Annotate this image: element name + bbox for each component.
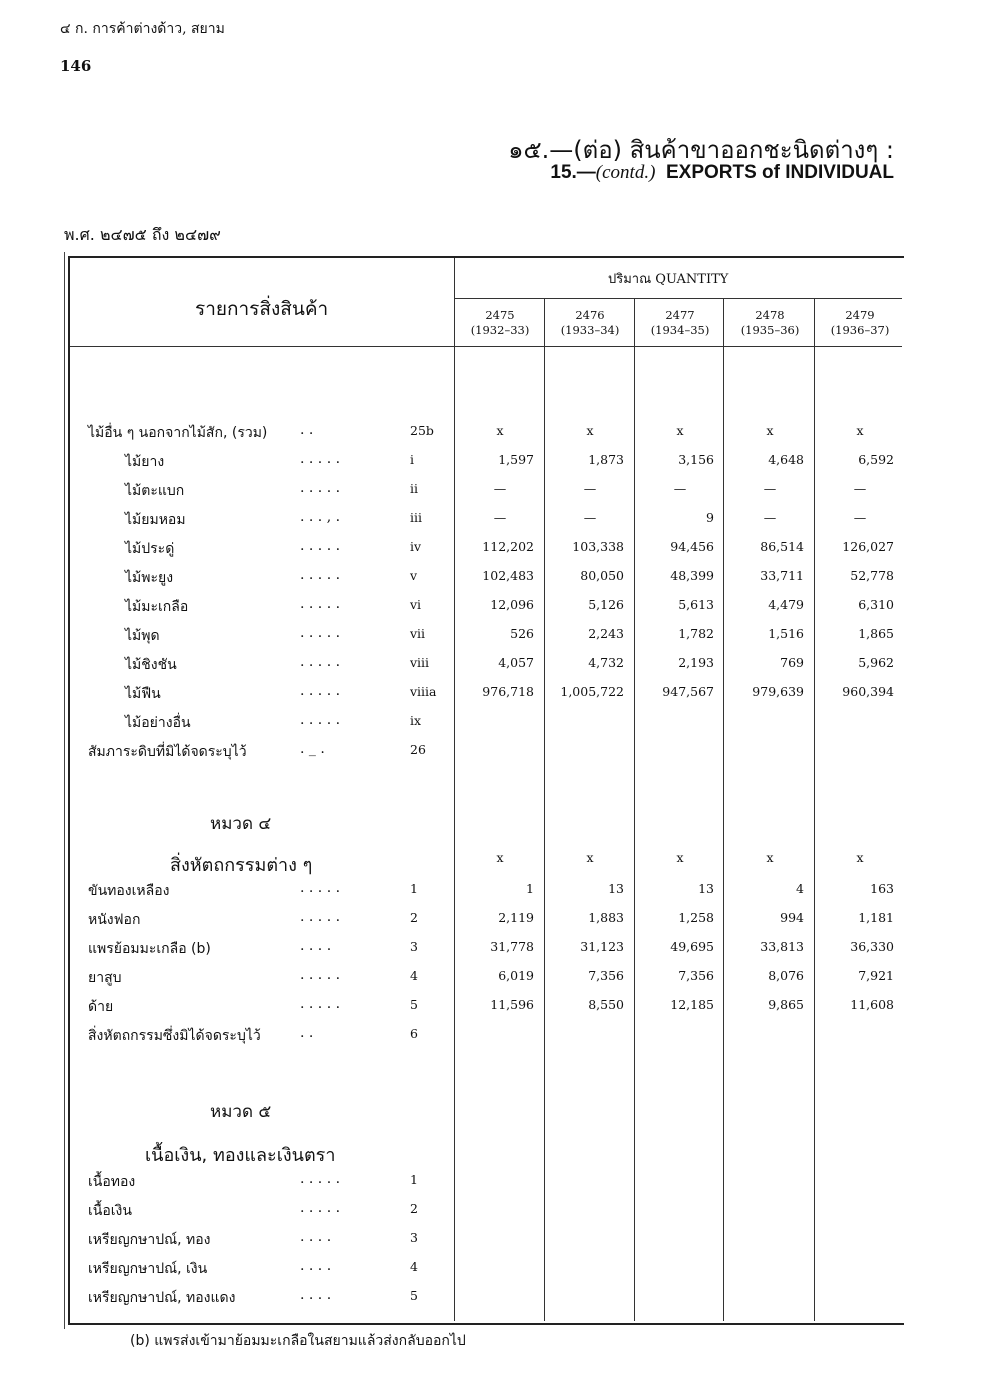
cell-value: 33,813	[760, 939, 804, 954]
row-label: ยาสูบ	[88, 970, 122, 986]
title-english	[550, 162, 894, 184]
leader-dots: . . . . .	[300, 567, 341, 583]
cell-value: 947,567	[662, 684, 714, 699]
leader-dots: . . . . .	[300, 596, 341, 612]
section5-title: หมวด ๕	[210, 1102, 272, 1122]
row-code: 3	[410, 1230, 418, 1245]
cell-value: 979,639	[752, 684, 804, 699]
row-code: 6	[410, 1026, 418, 1041]
cell-value: 4,057	[498, 655, 534, 670]
cell-value: 1,873	[588, 452, 624, 467]
cell-value: —	[853, 481, 867, 496]
cell-value: —	[493, 481, 507, 496]
cell-value: —	[583, 510, 597, 525]
leader-dots: . _ .	[300, 741, 325, 757]
row-label: ไม้อื่น ๆ นอกจากไม้สัก, (รวม)	[88, 425, 268, 441]
cell-value: 126,027	[842, 539, 894, 554]
section4-x: x	[586, 850, 594, 865]
cell-value: 1,005,722	[560, 684, 624, 699]
year-ad-range: (1932–33)	[470, 323, 530, 337]
cell-value: —	[763, 481, 777, 496]
leader-dots: . . . . .	[300, 712, 341, 728]
row-label: ไม้พะยูง	[125, 570, 174, 586]
divider-year-header	[454, 346, 902, 347]
leader-dots: . . . . .	[300, 625, 341, 641]
cell-value: 1	[526, 881, 534, 896]
footnote: (b) แพรส่งเข้ามาย้อมมะเกลือในสยามแล้วส่งกลับออกไป	[130, 1333, 466, 1349]
cell-value: 31,778	[490, 939, 534, 954]
quantity-header: ปริมาณ QUANTITY	[608, 272, 729, 287]
cell-value: 13	[608, 881, 624, 896]
row-code: 4	[410, 968, 418, 983]
leader-dots: . . . .	[300, 1287, 332, 1303]
divider-qty-header	[454, 298, 902, 299]
row-label: หนังฟอก	[88, 912, 141, 928]
cell-value: 11,596	[490, 997, 534, 1012]
cell-value: 960,394	[842, 684, 894, 699]
cell-value: 994	[780, 910, 804, 925]
cell-value: —	[853, 510, 867, 525]
row-code: i	[410, 452, 414, 467]
year-header-2	[637, 308, 723, 338]
cell-value: 1,865	[858, 626, 894, 641]
row-code: ii	[410, 481, 418, 496]
cell-value: 6,019	[498, 968, 534, 983]
row-code: 5	[410, 1288, 418, 1303]
cell-value: 12,185	[670, 997, 714, 1012]
row-label: เหรียญกษาปณ์, ทอง	[88, 1232, 211, 1248]
row-code: 1	[410, 881, 418, 896]
leader-dots: . . . .	[300, 938, 332, 954]
cell-value: 7,921	[858, 968, 894, 983]
row-code: 25b	[410, 423, 434, 438]
row-label: สัมภาระดิบที่มิได้จดระบุไว้	[88, 744, 247, 760]
cell-value: 112,202	[482, 539, 534, 554]
cell-value: 11,608	[850, 997, 894, 1012]
cell-value: 163	[870, 881, 894, 896]
cell-value: 4,732	[588, 655, 624, 670]
cell-value: 976,718	[482, 684, 534, 699]
row-code: 3	[410, 939, 418, 954]
cell-value: 86,514	[760, 539, 804, 554]
row-code: viii	[410, 655, 430, 670]
year-ad-range: (1934–35)	[650, 323, 710, 337]
cell-value: 49,695	[670, 939, 714, 954]
row-code: vi	[410, 597, 422, 612]
year-header-4	[817, 308, 903, 338]
cell-value: 33,711	[760, 568, 804, 583]
leader-dots: . .	[300, 422, 314, 438]
cell-value: 80,050	[580, 568, 624, 583]
year-be: 2475	[485, 308, 515, 322]
row-label: สิ่งหัตถกรรมซึ่งมิได้จดระบุไว้	[88, 1028, 261, 1044]
cell-value: 2,243	[588, 626, 624, 641]
row-code: 4	[410, 1259, 418, 1274]
cell-value: 4,479	[768, 597, 804, 612]
cell-value: x	[676, 423, 684, 438]
row-code: vii	[410, 626, 426, 641]
cell-value: 526	[510, 626, 534, 641]
divider-desc	[454, 258, 455, 1321]
row-label: เนื้อทอง	[88, 1174, 136, 1190]
row-label: เหรียญกษาปณ์, ทองแดง	[88, 1290, 236, 1306]
row-code: viiia	[410, 684, 437, 699]
cell-value: 31,123	[580, 939, 624, 954]
year-header-3	[727, 308, 813, 338]
year-ad-range: (1935–36)	[740, 323, 800, 337]
cell-value: —	[493, 510, 507, 525]
row-code: 2	[410, 910, 418, 925]
description-header: รายการสิ่งสินค้า	[195, 298, 329, 320]
leader-dots: . . . . .	[300, 880, 341, 896]
period-label: พ.ศ. ๒๔๗๕ ถึง ๒๔๗๙	[64, 225, 221, 244]
row-code: iv	[410, 539, 422, 554]
cell-value: x	[766, 423, 774, 438]
year-ad-range: (1933–34)	[560, 323, 620, 337]
row-label: ไม้ตะแบก	[125, 483, 185, 499]
section4-x: x	[766, 850, 774, 865]
cell-value: 48,399	[670, 568, 714, 583]
year-header-1	[547, 308, 633, 338]
cell-value: 2,193	[678, 655, 714, 670]
title-en-rest: EXPORTS of INDIVIDUAL	[665, 162, 894, 183]
leader-dots: . .	[300, 1025, 314, 1041]
cell-value: 5,613	[678, 597, 714, 612]
row-code: 1	[410, 1172, 418, 1187]
page-number: 146	[60, 57, 92, 75]
row-label: ไม้ประดู่	[125, 541, 175, 557]
cell-value: 769	[780, 655, 804, 670]
cell-value: 2,119	[498, 910, 534, 925]
leader-dots: . . . . .	[300, 1200, 341, 1216]
row-code: 5	[410, 997, 418, 1012]
running-header: ๔ ก. การค้าต่างด้าว, สยาม	[60, 21, 225, 37]
cell-value: x	[856, 423, 864, 438]
cell-value: 8,550	[588, 997, 624, 1012]
section5-subtitle: เนื้อเงิน, ทองและเงินตรา	[145, 1145, 336, 1166]
leader-dots: . . . . .	[300, 451, 341, 467]
section4-x: x	[676, 850, 684, 865]
row-label: ด้าย	[88, 999, 114, 1015]
leader-dots: . . . . .	[300, 1171, 341, 1187]
cell-value: 94,456	[670, 539, 714, 554]
cell-value: 4,648	[768, 452, 804, 467]
cell-value: 8,076	[768, 968, 804, 983]
row-label: ไม้ฟืน	[125, 686, 161, 702]
cell-value: 9,865	[768, 997, 804, 1012]
title-en-num: 15.—	[550, 162, 596, 183]
year-header-0	[457, 308, 543, 338]
leader-dots: . . . . .	[300, 996, 341, 1012]
cell-value: 6,592	[858, 452, 894, 467]
cell-value: —	[673, 481, 687, 496]
cell-value: 102,483	[482, 568, 534, 583]
cell-value: 1,516	[768, 626, 804, 641]
leader-dots: . . . . .	[300, 480, 341, 496]
cell-value: x	[586, 423, 594, 438]
leader-dots: . . . .	[300, 1229, 332, 1245]
year-be: 2478	[755, 308, 785, 322]
divider-desc-header	[70, 346, 454, 347]
leader-dots: . . . , .	[300, 509, 341, 525]
section4-title: หมวด ๔	[210, 814, 272, 834]
cell-value: —	[583, 481, 597, 496]
row-label: เนื้อเงิน	[88, 1203, 132, 1219]
cell-value: 1,597	[498, 452, 534, 467]
cell-value: 3,156	[678, 452, 714, 467]
year-be: 2476	[575, 308, 605, 322]
cell-value: 13	[698, 881, 714, 896]
section4-x: x	[856, 850, 864, 865]
row-label: แพรย้อมมะเกลือ (b)	[88, 941, 211, 957]
cell-value: 6,310	[858, 597, 894, 612]
cell-value: 4	[796, 881, 804, 896]
cell-value: 12,096	[490, 597, 534, 612]
year-ad-range: (1936–37)	[830, 323, 890, 337]
cell-value: 1,258	[678, 910, 714, 925]
cell-value: 1,181	[858, 910, 894, 925]
row-label: ไม้อย่างอื่น	[125, 715, 191, 731]
cell-value: 5,126	[588, 597, 624, 612]
section4-x: x	[496, 850, 504, 865]
row-label: ไม้ชิงชัน	[125, 657, 177, 673]
section4-subtitle: สิ่งหัตถกรรมต่าง ๆ	[170, 855, 313, 876]
row-label: ขันทองเหลือง	[88, 883, 170, 899]
cell-value: 7,356	[678, 968, 714, 983]
row-label: ไม้ยาง	[125, 454, 165, 470]
row-code: 26	[410, 742, 426, 757]
cell-value: 36,330	[850, 939, 894, 954]
cell-value: 52,778	[850, 568, 894, 583]
row-label: เหรียญกษาปณ์, เงิน	[88, 1261, 208, 1277]
leader-dots: . . . .	[300, 1258, 332, 1274]
cell-value: 1,883	[588, 910, 624, 925]
cell-value: —	[763, 510, 777, 525]
cell-value: 7,356	[588, 968, 624, 983]
cell-value: 9	[706, 510, 714, 525]
year-be: 2479	[845, 308, 875, 322]
cell-value: 103,338	[572, 539, 624, 554]
leader-dots: . . . . .	[300, 654, 341, 670]
leader-dots: . . . . .	[300, 909, 341, 925]
title-thai: ๑๕.—(ต่อ) สินค้าขาออกชะนิดต่างๆ :	[508, 136, 894, 164]
row-code: ix	[410, 713, 422, 728]
cell-value: 1,782	[678, 626, 714, 641]
cell-value: 5,962	[858, 655, 894, 670]
row-code: v	[410, 568, 418, 583]
leader-dots: . . . . .	[300, 683, 341, 699]
row-label: ไม้มะเกลือ	[125, 599, 189, 615]
cell-value: x	[496, 423, 504, 438]
leader-dots: . . . . .	[300, 967, 341, 983]
row-code: 2	[410, 1201, 418, 1216]
year-be: 2477	[665, 308, 695, 322]
row-label: ไม้ยมหอม	[125, 512, 186, 528]
row-label: ไม้พุด	[125, 628, 160, 644]
leader-dots: . . . . .	[300, 538, 341, 554]
title-en-contd: (contd.)	[595, 162, 656, 183]
row-code: iii	[410, 510, 422, 525]
